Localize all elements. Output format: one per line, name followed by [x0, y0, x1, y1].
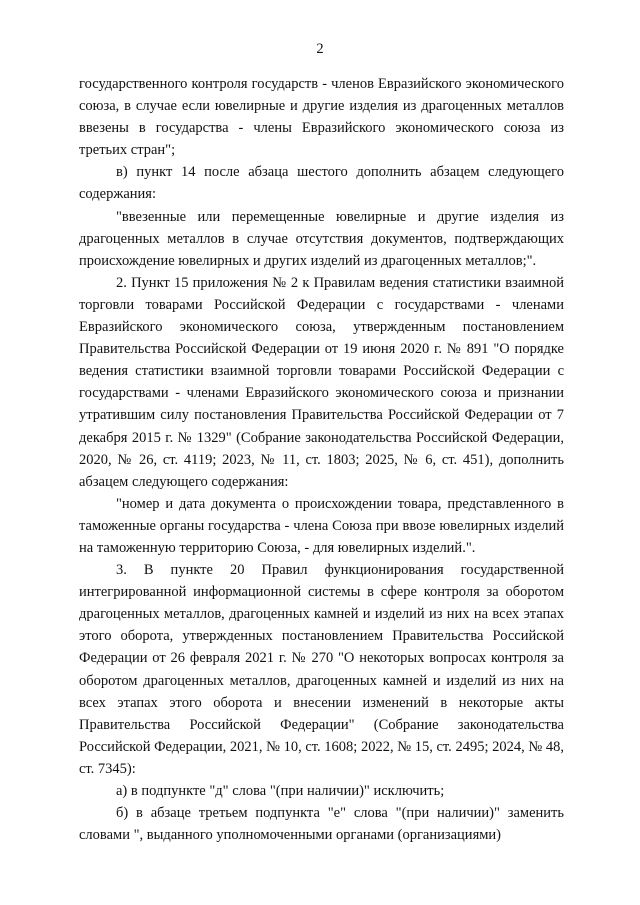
paragraph-subitem-b: б) в абзаце третьем подпункта "е" слова "(при наличии)" заменить словами ", выданного уполномоченными органами (организациями): [79, 805, 564, 844]
paragraph-subitem-v: в) пункт 14 после абзаца шестого дополнить абзацем следующего содержания:: [79, 164, 564, 203]
paragraph-quote-imported-items: "ввезенные или перемещенные ювелирные и другие изделия из драгоценных металлов в случае отсутствия документов, подтверждающих происхождение ювелирных и других изделий из драгоценных металлов;".: [79, 208, 564, 269]
paragraph-item-2: 2. Пункт 15 приложения № 2 к Правилам ведения статистики взаимной торговли товарами Российской Федерации с государствами - членами Евразийского экономического союза, утвержденным постановлением Правительства Российской Федерации от 19 июня 2020 г. № 891 "О порядке ведения статистики взаимной торговли товарами Российской Федерации с государствами - членами Евразийского экономического союза и признании утратившим силу постановления Правительства Российской Федерации от 7 декабря 2015 г. № 1329" (Собрание законодательства Российской Федерации, 2020, № 26, ст. 4119; 2023, № 11, ст. 1803; 2025, № 6, ст. 451), дополнить абзацем следующего содержания:: [79, 274, 564, 490]
paragraph-item-3: 3. В пункте 20 Правил функционирования государственной интегрированной информационной системы в сфере контроля за оборотом драгоценных металлов, драгоценных камней и изделий из них на всех этапах этого оборота, утвержденных постановлением Правительства Российской Федерации от 26 февраля 2021 г. № 270 "О некоторых вопросах контроля за оборотом драгоценных металлов, драгоценных камней и изделий из них на всех этапах этого оборота и внесении изменений в некоторые акты Правительства Российской Федерации" (Собрание законодательства Российской Федерации, 2021, № 10, ст. 1608; 2022, № 15, ст. 2495; 2024, № 48, ст. 7345):: [79, 562, 564, 777]
document-body: [79, 73, 564, 846]
paragraph-continuation: государственного контроля государств - членов Евразийского экономического союза, в случае если ювелирные и другие изделия из драгоценных металлов ввезены в государства - члены Евразийского экономического союза из третьих стран";: [79, 76, 564, 159]
page-number: 2: [316, 41, 324, 57]
paragraph-subitem-a: а) в подпункте "д" слова "(при наличии)" исключить;: [116, 783, 445, 799]
paragraph-quote-document-number: "номер и дата документа о происхождении товара, представленного в таможенные органы государства - члена Союза при ввозе ювелирных изделий на таможенную территорию Союза, - для ювелирных изделий.".: [79, 495, 564, 556]
